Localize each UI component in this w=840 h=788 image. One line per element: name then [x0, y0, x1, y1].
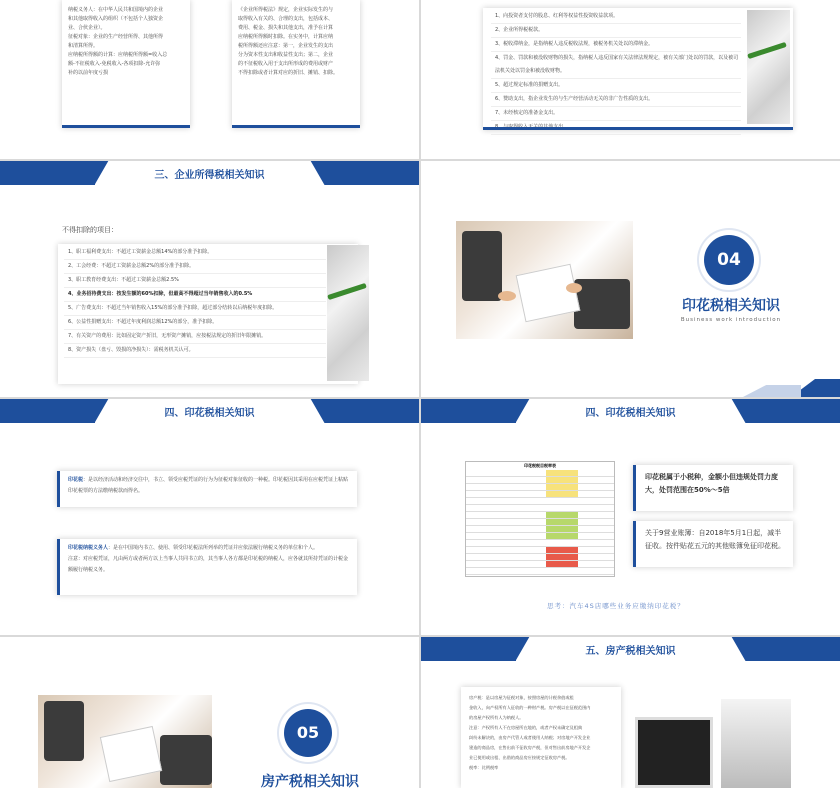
table-row: [466, 470, 614, 477]
card-stripe: [62, 125, 190, 128]
list-item: 征税对象：企业的生产经营所得、其他所得: [68, 34, 164, 40]
list-item: 的房屋产权所有人为纳税人。: [469, 715, 524, 720]
slide3-header: [0, 161, 419, 185]
list-item: 不得扣除或者计算对应的折旧、摊销、扣除。: [238, 70, 339, 76]
table-row: [466, 561, 614, 568]
slide-6[interactable]: [421, 399, 840, 635]
section-title: 四、印花税相关知识: [164, 408, 255, 419]
slide6-header: [421, 399, 840, 423]
slide8-header: [421, 637, 840, 661]
list-item: 建造的商品房，在售出前不征收房产税，但对售出前房地产开发企: [469, 745, 591, 750]
list-item: 金收入，向产权所有人征收的一种财产税。房产税以在征税范围内: [469, 705, 591, 710]
list-item: 税率：比例税率: [469, 765, 499, 770]
list-item: 和清算所得。: [68, 43, 99, 49]
green-pen-icon: [327, 283, 367, 300]
meeting-photo: [456, 221, 633, 339]
list-item: 纠纷未解决的，由房产代管人或者使用人纳税；对房地产开发企业: [469, 735, 591, 740]
list-item: 取得收入有关的、合理的支出，包括成本、: [238, 16, 334, 22]
list-item: 业、合伙企业）。: [68, 25, 106, 31]
list-item: 5、超过规定标准的捐赠支出。: [491, 79, 741, 93]
list-item: 纳税义务人：在中华人民共和国境内的企业: [68, 7, 164, 13]
list-item: 5、广告费支出：不超过当年销售收入15%的部分准予扣除，超过部分结转以后纳税年度扣除。: [64, 302, 326, 316]
table-title: 印花税税目税率表: [524, 463, 556, 468]
list-item: 2、企业所得税税款。: [491, 24, 741, 38]
list-item: 8、资产损失（盘亏、毁损的净损失）：需税务机关认可。: [64, 344, 326, 358]
think-question: 思考：汽车4S店哪些业务应缴纳印花税？: [547, 602, 685, 610]
list-item: 房产税：是以房屋为征税对象，按照房屋的计税余值或租: [469, 695, 574, 700]
list-item: 7、有关资产的费用：比如固定资产折旧，无形资产摊销，应按税法规定的折旧年限摊销。: [64, 330, 326, 344]
document-photo: [327, 245, 369, 381]
cup-photo: [721, 699, 791, 788]
slide-8[interactable]: [421, 637, 840, 788]
slide1-card-b: [232, 0, 360, 128]
slide-5[interactable]: [0, 399, 419, 635]
table-row: [466, 491, 614, 498]
list-item: 应纳税所得额时扣除。在实务中，计算应纳: [238, 34, 334, 40]
green-pen-icon: [747, 42, 787, 59]
table-row: [466, 477, 614, 484]
list-item: 6、公益性捐赠支出：不超过年度利润总额12%的部分，准予扣除。: [64, 316, 326, 330]
list-item: 和其他取得收入的组织（不包括个人独资企: [68, 16, 164, 22]
section-title: 印花税相关知识: [682, 298, 780, 314]
slide-7[interactable]: [0, 637, 419, 788]
list-item: 的不征税收入用于支出所形成的费用或财产: [238, 61, 334, 67]
section-title: 四、印花税相关知识: [585, 408, 676, 419]
list-item: 1、向投资者支付的股息、红利等权益性投资收益款项。: [491, 10, 741, 24]
list-item: 分为资本性支出和收益性支出；第二，企业: [238, 52, 334, 58]
taxpayer-box: 印花税纳税义务人：是在中国境内书立、使用、领受印花税法所列举的凭证并应依法履行纳税义务的单位和个人。 注意：对应税凭证，凡由两方或者两方以上当事人共同书立的，其当事人各方都是印花税的纳税人，应各就其所持凭证的计税金额履行纳税义务。: [57, 539, 357, 595]
section-number-badge: 04: [704, 235, 754, 285]
list-item: 业已使用或出租、出借的商品房应按规定征收房产税。: [469, 755, 570, 760]
definition-box: 印花税：是以经济活动和经济交往中，书立、领受应税凭证的行为为征税对象征收的一种税。印花税因其采用在应税凭证上粘贴印花税票的方法缴纳税款而得名。: [57, 471, 357, 507]
slide5-header: [0, 399, 419, 423]
table-row: [466, 512, 614, 519]
section-number-badge: 05: [284, 709, 332, 757]
section-title: 房产税相关知识: [261, 774, 359, 788]
table-row: [466, 547, 614, 554]
list-item: 1、职工福利费支出：不超过工资薪金总额14%的部分准予扣除。: [64, 246, 326, 260]
chart-paper: [516, 264, 581, 323]
chart-paper: [100, 726, 162, 782]
slide3-list-card: [58, 244, 358, 384]
list-item: 4、业务招待费支出：按发生额的60%扣除，但最高不得超过当年销售收入的0.5%: [64, 288, 326, 302]
meeting-photo: [38, 695, 212, 788]
corner-accent-light: [743, 385, 801, 397]
list-item: 额-不征税收入-免税收入-各项扣除-允许弥: [68, 61, 161, 67]
desk-photo: [635, 717, 713, 788]
slide-3[interactable]: [0, 161, 419, 397]
ledger-note: 关于9营业账簿：自2018年5月1日起，减半征收。按件贴花五元的其他账簿免征印花税。: [633, 521, 793, 567]
list-item: 6、赞助支出，指企业发生的与生产经营活动无关的非广告性质的支出。: [491, 93, 741, 107]
lead-text: 不得扣除的项目：: [62, 226, 118, 234]
property-tax-card: [461, 687, 621, 788]
list-item: 费用、税金、损失和其他支出，准予在计算: [238, 25, 334, 31]
list-item: 税所得额还应注意：第一，企业发生的支出: [238, 43, 334, 49]
card-stripe: [232, 125, 360, 128]
table-row: [466, 498, 614, 505]
list-item: 2、工会经费：不超过工资薪金总额2%的部分准予扣除。: [64, 260, 326, 274]
list-item: 3、职工教育经费支出：不超过工资薪金总额2.5%: [64, 274, 326, 288]
section-title: 五、房产税相关知识: [585, 646, 676, 657]
section-title: 三、企业所得税相关知识: [154, 170, 265, 181]
list-item: 注意：产权所有人不在房屋所在地的，或者产权未确定及租典: [469, 725, 583, 730]
card-stripe: [483, 127, 793, 130]
list-item: 补的以前年度亏损: [68, 70, 109, 76]
list-item: 7、未经核定的准备金支出。: [491, 107, 741, 121]
section-subtitle: Business work introduction: [680, 317, 782, 323]
table-row: [466, 554, 614, 561]
list-item: 4、罚金、罚款和被没收财物的损失，指纳税人违反国家有关法律法规规定，被有关部门处以的罚款，以及被司法机关处以罚金和被没收财物。: [491, 52, 741, 79]
slide-2[interactable]: [421, 0, 840, 159]
table-row: [466, 519, 614, 526]
table-row: [466, 540, 614, 547]
table-row: [466, 526, 614, 533]
tax-rate-table: [465, 461, 615, 577]
penalty-note: 印花税属于小税种，金额小但违规处罚力度大，处罚范围在50%～5倍: [633, 465, 793, 511]
document-photo: [747, 10, 790, 124]
list-item: 应纳税所得额的计算：应纳税所得额=收入总: [68, 52, 168, 58]
slide-4[interactable]: [421, 161, 840, 397]
table-row: [466, 533, 614, 540]
table-row: [466, 568, 614, 575]
slide1-card-a: [62, 0, 190, 128]
list-item: 《企业所得税法》规定，企业实际发生的与: [238, 7, 334, 13]
table-row: [466, 505, 614, 512]
list-item: 3、税收滞纳金，是指纳税人违反税收法规，被税务机关处以的滞纳金。: [491, 38, 741, 52]
table-row: [466, 484, 614, 491]
slide-1[interactable]: [0, 0, 419, 159]
